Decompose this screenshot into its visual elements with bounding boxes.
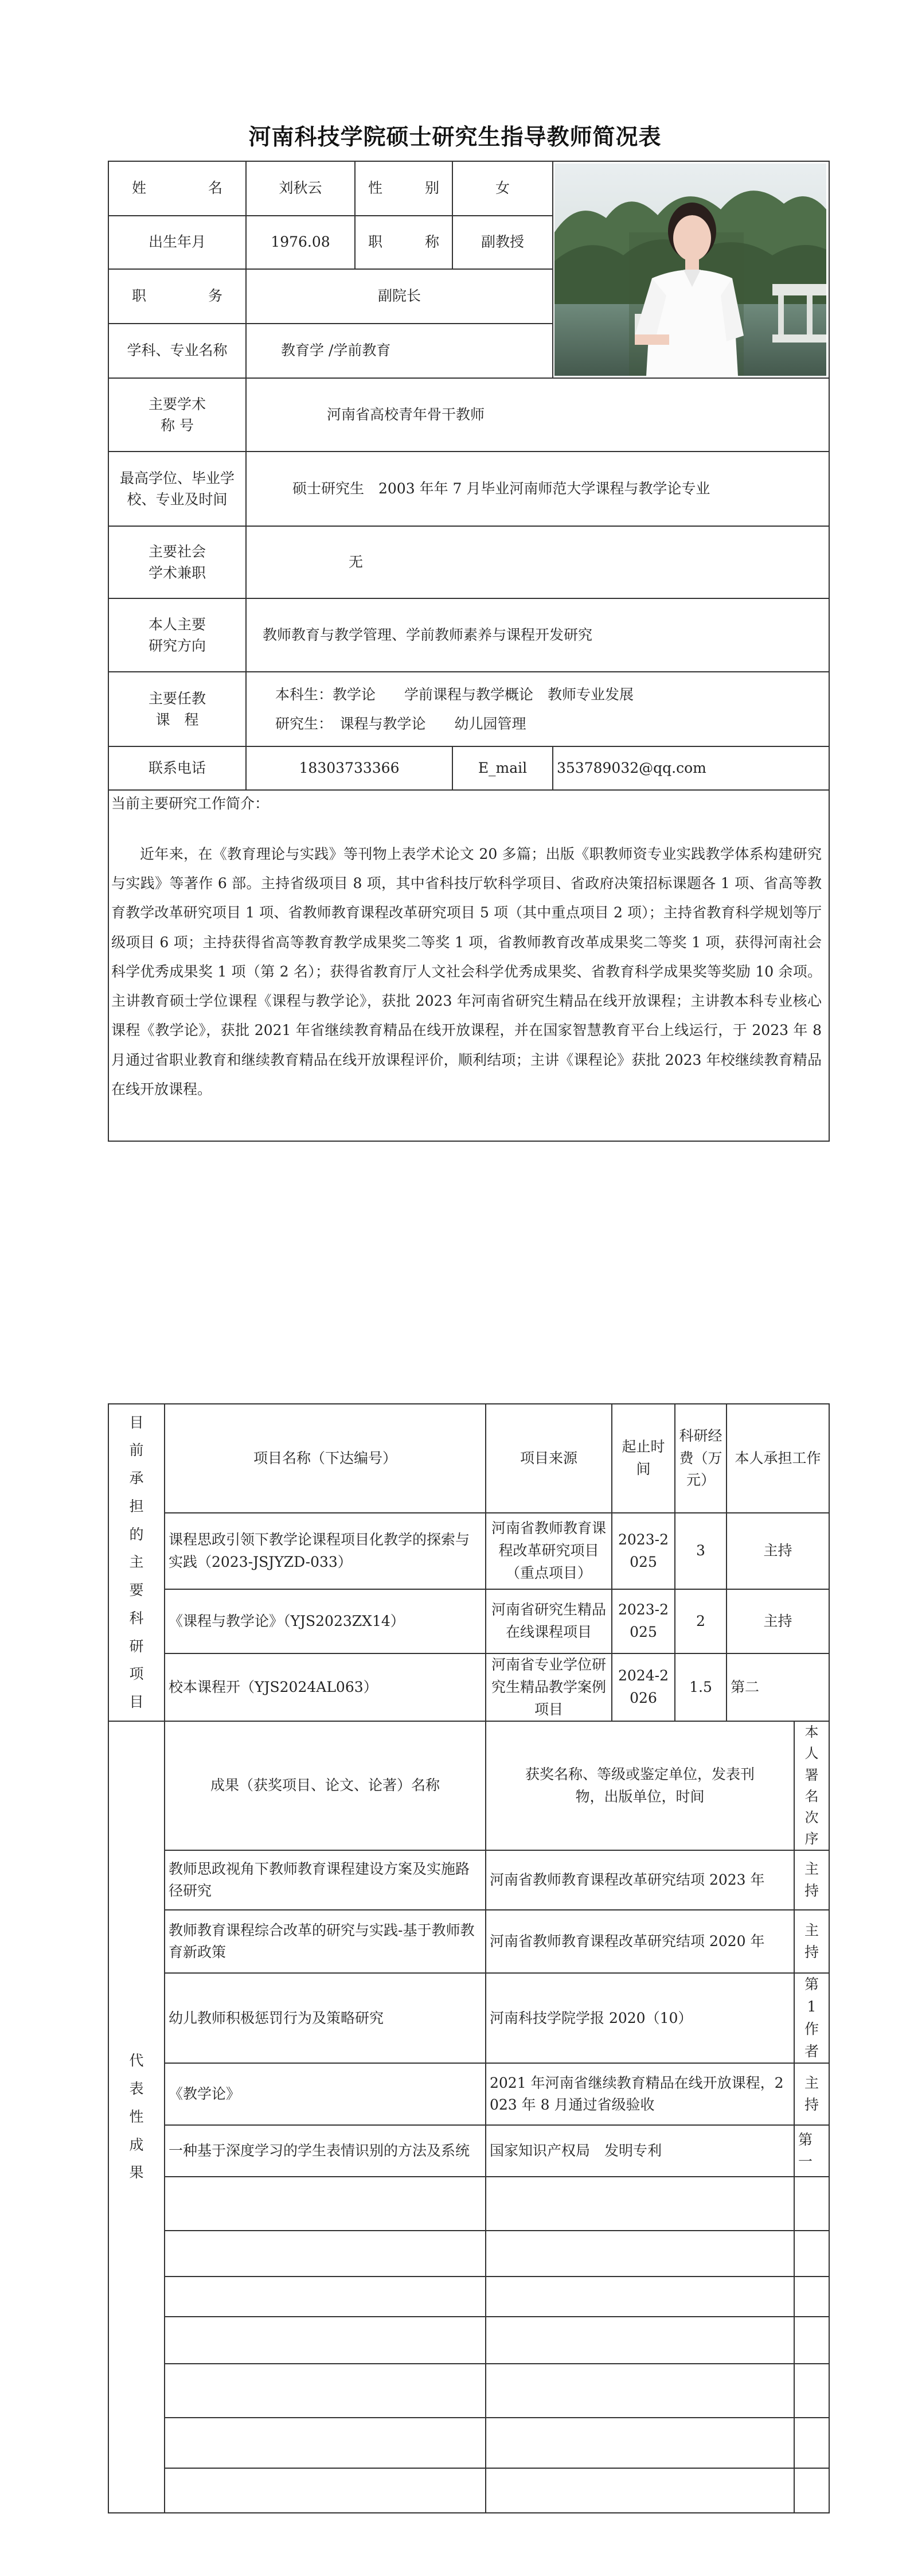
achievement-row bbox=[108, 2125, 829, 2177]
project-funding: 1.5 bbox=[675, 1653, 727, 1721]
project-funding: 3 bbox=[675, 1513, 727, 1589]
education-value: 硕士研究生 2003 年年 7 月毕业河南师范大学课程与教学论专业 bbox=[246, 452, 829, 526]
project-row bbox=[108, 1653, 829, 1721]
achievement-rank: 第一 bbox=[794, 2125, 829, 2177]
projects-side-label-char: 科 bbox=[129, 1609, 144, 1626]
project-name: 校本课程开（YJS2024AL063） bbox=[165, 1653, 486, 1721]
major-label: 学科、专业名称 bbox=[108, 324, 246, 378]
photo-cell bbox=[553, 161, 829, 378]
social-value: 无 bbox=[246, 526, 829, 598]
projects-side-label-char: 担 bbox=[129, 1497, 144, 1515]
education-label: 最高学位、毕业学 校、专业及时间 bbox=[108, 452, 246, 526]
email-value: 353789032@qq.com bbox=[553, 746, 829, 790]
empty-row bbox=[108, 2364, 829, 2418]
achievement-rank-header: 本人署名次序 bbox=[794, 1721, 829, 1850]
achievement-row bbox=[108, 1850, 829, 1910]
achievement-rank: 主持 bbox=[794, 2063, 829, 2125]
project-time-header: 起止时间 bbox=[612, 1404, 675, 1513]
achievements-side-label bbox=[108, 1721, 165, 2513]
project-role: 主持 bbox=[727, 1589, 829, 1653]
projects-side-label-char: 前 bbox=[129, 1442, 144, 1459]
achievements-side-label-char: 成 bbox=[129, 2136, 144, 2153]
project-source: 河南省教师教育课程改革研究项目（重点项目） bbox=[486, 1513, 612, 1589]
achievement-rank: 主持 bbox=[794, 1850, 829, 1910]
academic-title-value: 河南省高校青年骨干教师 bbox=[246, 378, 829, 452]
name-value: 刘秋云 bbox=[246, 161, 355, 216]
achievement-row bbox=[108, 1973, 829, 2063]
projects-side-label-char: 目 bbox=[129, 1694, 144, 1710]
major-value: 教育学 /学前教育 bbox=[246, 324, 553, 378]
position-value: 副院长 bbox=[246, 269, 553, 324]
project-time: 2023-2025 bbox=[612, 1589, 675, 1653]
project-source: 河南省专业学位研究生精品教学案例项目 bbox=[486, 1653, 612, 1721]
project-time: 2023-2025 bbox=[612, 1513, 675, 1589]
empty-row bbox=[108, 2468, 829, 2513]
name-label: 姓 名 bbox=[108, 161, 246, 216]
intro-text: 近年来，在《教育理论与实践》等刊物上表学术论文 20 多篇；出版《职教师资专业实践教学体系构建研究与实践》等著作 6 部。主持省级项目 8 项，其中省科技厅软科学项目、省政府决策招标课题各 1 项、省高等教育教学改革研究项目 1 项、省教师教育课程改革研究项目 5 项（其中重点项目 2 项）；主持省教育科学规划等厅级项目 6 项；主持获得省高等教育教学成果奖二等奖 1 项，省教师教育改革成果奖二等奖 1 项，获得河南社会科学优秀成果奖 1 项（第 2 名）；获得省教育厅人文社会科学优秀成果奖、省教育科学成果奖等奖励 10 余项。主讲教育硕士学位课程《课程与教学论》，获批 2023 年河南省研究生精品在线开放课程；主讲教本科专业核心课程《教学论》，获批 2021 年省继续教育精品在线开放课程，并在国家智慧教育平台上线运行，于 2023 年 8 月通过省职业教育和继续教育精品在线开放课程评价，顺利结项；主讲《课程论》获批 2023 年校继续教育精品在线开放课程。 bbox=[111, 845, 822, 1098]
project-time: 2024-2026 bbox=[612, 1653, 675, 1721]
projects-side-label bbox=[108, 1404, 165, 1721]
research-label: 本人主要 研究方向 bbox=[108, 598, 246, 672]
courses-grad: 研究生： 课程与教学论 幼儿园管理 bbox=[275, 715, 526, 732]
achievement-row bbox=[108, 1910, 829, 1973]
project-row bbox=[108, 1513, 829, 1589]
achievement-detail-header: 获奖名称、等级或鉴定单位，发表刊物，出版单位，时间 bbox=[486, 1721, 794, 1850]
courses-value bbox=[246, 672, 829, 746]
academic-title-label: 主要学术 称 号 bbox=[108, 378, 246, 452]
intro-label: 当前主要研究工作简介： bbox=[111, 795, 270, 812]
projects-side-label-char: 的 bbox=[129, 1526, 144, 1543]
project-funding: 2 bbox=[675, 1589, 727, 1653]
projects-side-label-char: 主 bbox=[129, 1554, 144, 1571]
achievement-rank: 主持 bbox=[794, 1910, 829, 1973]
courses-label: 主要任教 课 程 bbox=[108, 672, 246, 746]
project-role: 主持 bbox=[727, 1513, 829, 1589]
achievement-name: 教师教育课程综合改革的研究与实践-基于教师教育新政策 bbox=[165, 1910, 486, 1973]
achievements-side-label-char: 性 bbox=[129, 2108, 144, 2125]
achievement-detail: 河南省教师教育课程改革研究结项 2023 年 bbox=[486, 1850, 794, 1910]
project-name: 课程思政引领下教学论课程项目化教学的探索与实践（2023-JSJYZD-033） bbox=[165, 1513, 486, 1589]
achievement-name: 教师思政视角下教师教育课程建设方案及实施路径研究 bbox=[165, 1850, 486, 1910]
project-source-header: 项目来源 bbox=[486, 1404, 612, 1513]
gender-label: 性 别 bbox=[355, 161, 452, 216]
achievement-name: 一种基于深度学习的学生表情识别的方法及系统 bbox=[165, 2125, 486, 2177]
intro-section bbox=[108, 790, 829, 1141]
project-source: 河南省研究生精品在线课程项目 bbox=[486, 1589, 612, 1653]
phone-value: 18303733366 bbox=[246, 746, 452, 790]
projects-side-label-char: 要 bbox=[129, 1582, 144, 1598]
projects-achievements-table bbox=[108, 1403, 830, 2513]
achievement-name: 《教学论》 bbox=[165, 2063, 486, 2125]
title-label: 职 称 bbox=[355, 216, 452, 269]
project-funding-header: 科研经费（万元） bbox=[675, 1404, 727, 1513]
project-name-header: 项目名称（下达编号） bbox=[165, 1404, 486, 1513]
email-label: E_mail bbox=[452, 746, 553, 790]
achievement-detail: 国家知识产权局 发明专利 bbox=[486, 2125, 794, 2177]
birth-label: 出生年月 bbox=[108, 216, 246, 269]
achievements-side-label-char: 表 bbox=[129, 2080, 144, 2098]
projects-side-label-char: 目 bbox=[129, 1414, 144, 1431]
profile-table bbox=[108, 161, 830, 1142]
portrait-photo bbox=[554, 164, 826, 376]
achievement-name-header: 成果（获奖项目、论文、论著）名称 bbox=[165, 1721, 486, 1850]
gender-value: 女 bbox=[452, 161, 553, 216]
achievements-side-label-char: 果 bbox=[129, 2164, 144, 2181]
title-value: 副教授 bbox=[452, 216, 553, 269]
projects-side-label-char: 研 bbox=[129, 1637, 144, 1655]
achievement-detail: 2021 年河南省继续教育精品在线开放课程，2023 年 8 月通过省级验收 bbox=[486, 2063, 794, 2125]
social-label: 主要社会 学术兼职 bbox=[108, 526, 246, 598]
achievements-side-label-char: 代 bbox=[129, 2052, 144, 2069]
empty-row bbox=[108, 2277, 829, 2317]
achievement-row bbox=[108, 2063, 829, 2125]
empty-row bbox=[108, 2231, 829, 2277]
birth-value: 1976.08 bbox=[246, 216, 355, 269]
achievement-detail: 河南省教师教育课程改革研究结项 2020 年 bbox=[486, 1910, 794, 1973]
project-role-header: 本人承担工作 bbox=[727, 1404, 829, 1513]
achievement-name: 幼儿教师积极惩罚行为及策略研究 bbox=[165, 1973, 486, 2063]
project-role: 第二 bbox=[727, 1653, 829, 1721]
empty-row bbox=[108, 2418, 829, 2468]
phone-label: 联系电话 bbox=[108, 746, 246, 790]
empty-row bbox=[108, 2177, 829, 2231]
projects-side-label-char: 项 bbox=[129, 1666, 144, 1683]
projects-side-label-char: 承 bbox=[129, 1470, 144, 1487]
project-name: 《课程与教学论》（YJS2023ZX14） bbox=[165, 1589, 486, 1653]
empty-row bbox=[108, 2317, 829, 2364]
research-value: 教师教育与教学管理、学前教师素养与课程开发研究 bbox=[246, 598, 829, 672]
project-row bbox=[108, 1589, 829, 1653]
courses-undergrad: 本科生：教学论 学前课程与教学概论 教师专业发展 bbox=[275, 686, 634, 703]
achievement-rank: 第 1 作者 bbox=[794, 1973, 829, 2063]
page-title: 河南科技学院硕士研究生指导教师简况表 bbox=[248, 124, 662, 150]
position-label: 职 务 bbox=[108, 269, 246, 324]
achievement-detail: 河南科技学院学报 2020（10） bbox=[486, 1973, 794, 2063]
